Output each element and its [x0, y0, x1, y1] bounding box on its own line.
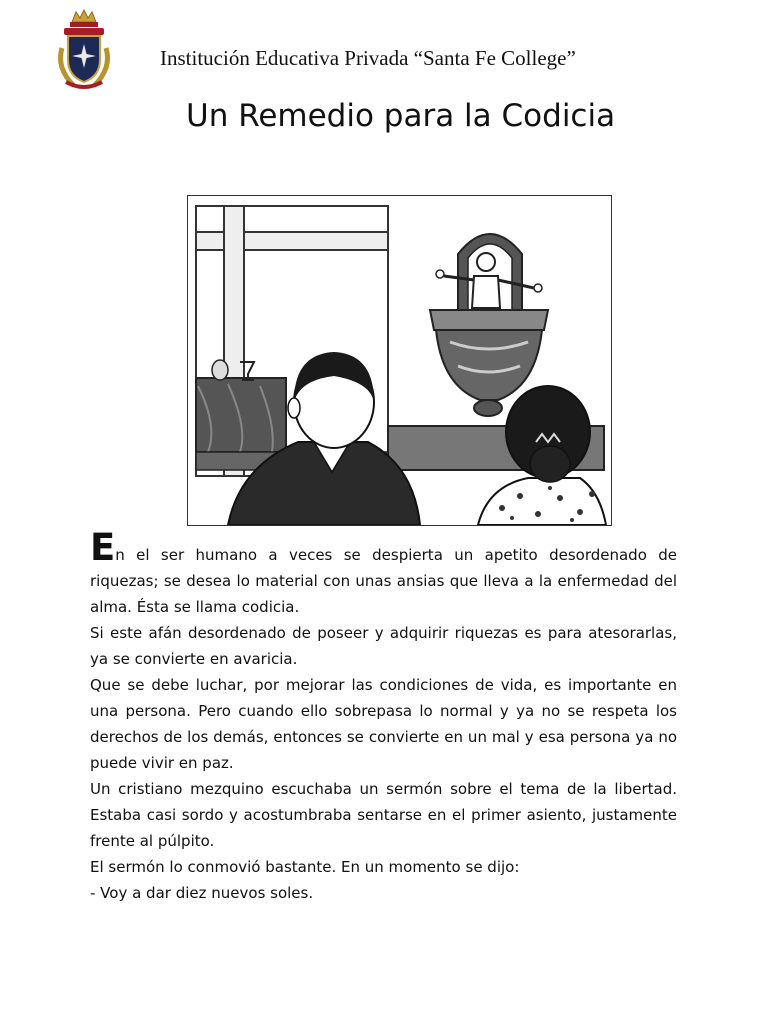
paragraph-6: - Voy a dar diez nuevos soles.: [90, 884, 314, 902]
church-sermon-illustration: [187, 195, 612, 526]
paragraph-4: Un cristiano mezquino escuchaba un sermón sobre el tema de la libertad. Estaba casi sordo y acostumbraba sentarse en el primer asiento, justamente frente al púlpito.: [90, 780, 677, 850]
paragraph-5: El sermón lo conmovió bastante. En un momento se dijo:: [90, 858, 520, 876]
paragraph-1: En el ser humano a veces se despierta un apetito desordenado de riquezas; se desea lo material con unas ansias que lleva a la enfermedad del alma. Ésta se llama codicia.: [90, 526, 677, 616]
drop-cap: E: [90, 526, 116, 569]
school-crest-icon: [52, 8, 116, 92]
school-name: Institución Educativa Privada “Santa Fe College”: [160, 46, 576, 70]
story-text: [90, 526, 677, 906]
page-title: Un Remedio para la Codicia: [186, 98, 616, 134]
paragraph-2: Si este afán desordenado de poseer y adquirir riquezas es para atesorarlas, ya se convierte en avaricia.: [90, 624, 677, 668]
paragraph-3: Que se debe luchar, por mejorar las condiciones de vida, es importante en una persona. Pero cuando ello sobrepasa lo normal y ya no se respeta los derechos de los demás, entonces se convierte en un mal y esa persona ya no puede vivir en paz.: [90, 676, 677, 772]
